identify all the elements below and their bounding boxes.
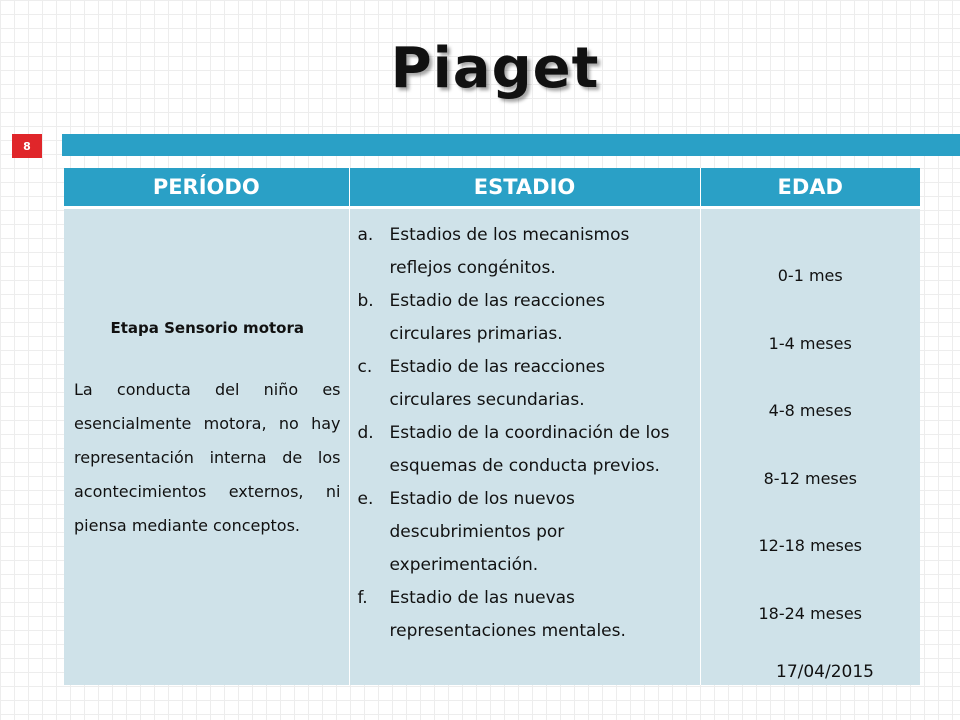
slide-title: Piaget [390, 36, 600, 101]
age-3: 8-12 meses [763, 468, 857, 488]
period-name: Etapa Sensorio motora [110, 319, 304, 337]
stages-cell [349, 208, 700, 686]
header-estadio: ESTADIO [349, 168, 700, 208]
period-description: La conducta del niño es esencialmente motora, no hay representación interna de los acontecimientos externos, ni piensa mediante conceptos. [74, 380, 341, 535]
stage-item-e: e. Estadio de los nuevos descubrimientos por experimentación. [357, 489, 575, 575]
slide-date: 17/04/2015 [776, 662, 874, 682]
age-2: 4-8 meses [768, 401, 852, 420]
stage-item-b: b. Estadio de las reacciones circulares primarias. [357, 291, 605, 344]
age-1: 1-4 meses [768, 333, 852, 353]
header-periodo: PERÍODO [64, 168, 349, 208]
stages-table [64, 168, 920, 685]
ages-cell [700, 208, 920, 686]
stage-list [350, 209, 700, 648]
slide-number: 8 [12, 134, 42, 158]
age-4: 12-18 meses [758, 536, 863, 555]
header-edad: EDAD [700, 168, 920, 208]
age-0: 0-1 mes [777, 266, 843, 285]
header-bar [62, 134, 960, 156]
stage-item-f: f. Estadio de las nuevas representaciones mentales. [357, 588, 626, 641]
period-cell [64, 208, 349, 686]
stage-item-a: a. Estadios de los mecanismos reflejos congénitos. [357, 225, 630, 278]
stage-item-c: c. Estadio de las reacciones circulares secundarias. [357, 357, 605, 410]
age-5: 18-24 meses [758, 603, 863, 623]
stage-item-d: d. Estadio de la coordinación de los esquemas de conducta previos. [357, 423, 670, 476]
